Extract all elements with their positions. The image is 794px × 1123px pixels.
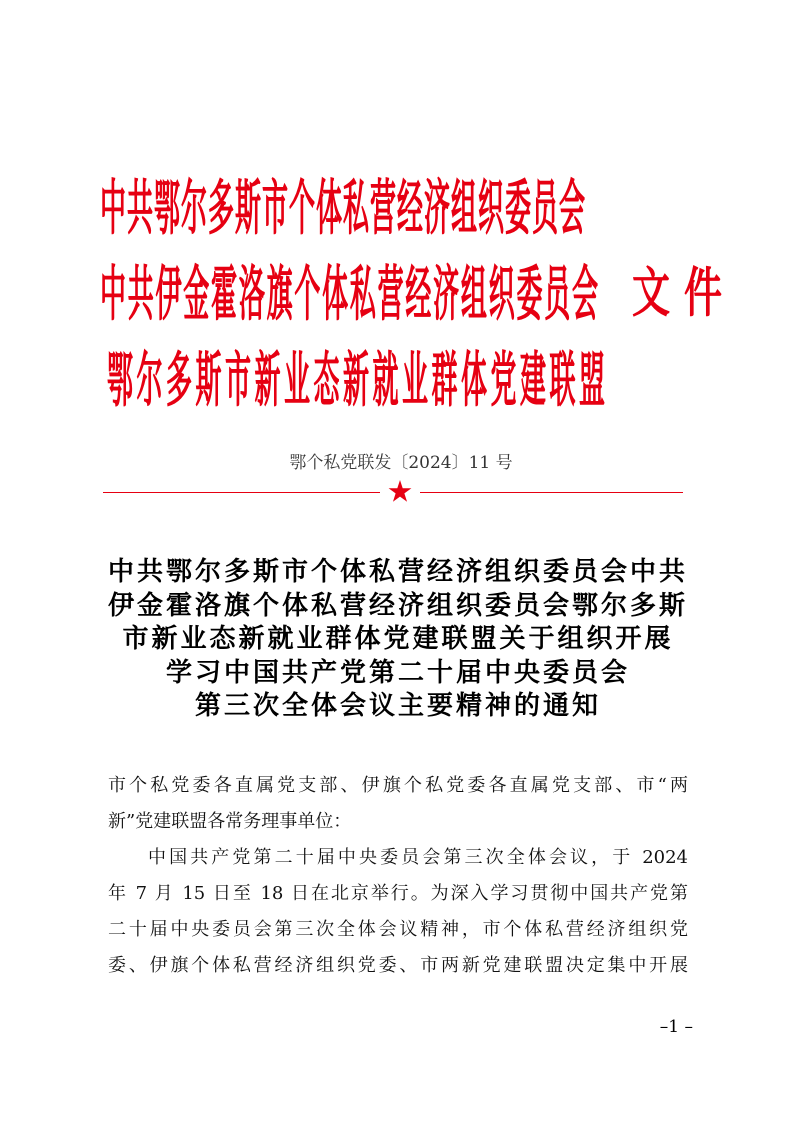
- paragraph-line: 中国共产党第二十届中央委员会第三次全体会议，于 2024: [148, 847, 688, 868]
- red-separator-right: [420, 492, 683, 493]
- document-title: [0, 556, 794, 724]
- title-line: 伊金霍洛旗个体私营经济组织委员会鄂尔多斯: [107, 590, 688, 621]
- document-number: 鄂个私党联发〔2024〕11 号: [289, 453, 513, 473]
- page-number: –1 –: [659, 1017, 693, 1037]
- title-line: 学习中国共产党第二十届中央委员会: [165, 657, 630, 688]
- salutation-line: 新”党建联盟各常务理事单位：: [108, 811, 352, 832]
- paragraph-line: 委、伊旗个体私营经济组织党委、市两新党建联盟决定集中开展: [108, 955, 688, 976]
- issuer-name-2: 中共伊金霍洛旗个体私营经济组织委员会: [100, 261, 598, 331]
- document-body: [108, 768, 688, 984]
- paragraph-line: 年 7 月 15 日至 18 日在北京举行。为深入学习贯彻中国共产党第: [108, 883, 688, 904]
- document-type-label: 文 件: [632, 260, 722, 324]
- title-line: 第三次全体会议主要精神的通知: [194, 691, 601, 721]
- red-separator-left: [103, 492, 380, 493]
- star-icon: [388, 480, 412, 504]
- issuer-name-3: 鄂尔多斯市新业态新就业群体党建联盟: [107, 347, 605, 417]
- title-line: 市新业态新就业群体党建联盟关于组织开展: [122, 624, 674, 654]
- paragraph-line: 二十届中央委员会第三次全体会议精神，市个体私营经济组织党: [108, 919, 688, 940]
- title-line: 中共鄂尔多斯市个体私营经济组织委员会中共: [107, 557, 688, 587]
- issuer-name-1: 中共鄂尔多斯市个体私营经济组织委员会: [100, 175, 585, 245]
- salutation-line: 市个私党委各直属党支部、伊旗个私党委各直属党支部、市“两: [108, 775, 688, 796]
